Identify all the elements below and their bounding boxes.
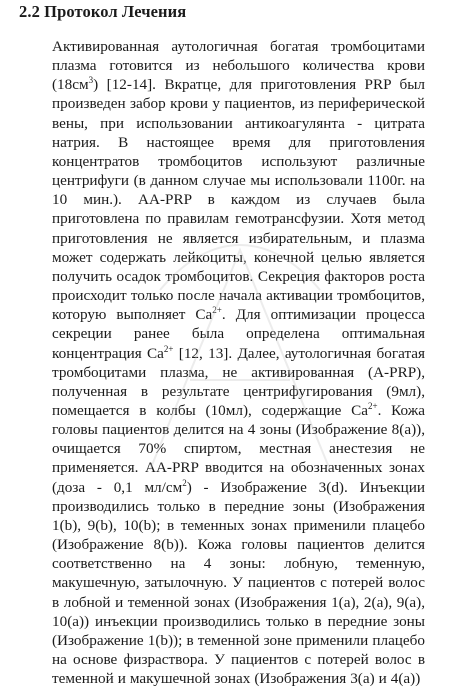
paragraph-text-segment: . Кожа головы пациентов делится на 4 зоны (Изображение 8(а)), очищается 70% спиртом, местная анестезия не применяется. AA-PRP вводится на обозначенных зонах (доза - 0,1 мл/см: [52, 401, 425, 496]
paragraph-text-segment: Активированная аутологичная богатая тромбоцитами плазма готовится из небольшого количества крови (18см: [52, 38, 425, 94]
section-heading: 2.2 Протокол Лечения: [19, 2, 187, 21]
superscript: 2: [182, 477, 187, 488]
superscript: 2+: [212, 305, 222, 316]
paragraph-text-segment: . Для оптимизации процесса секреции ранее была определена оптимальная концентрация Ca: [52, 306, 426, 362]
body-paragraph: [52, 37, 425, 688]
superscript: 2+: [368, 400, 378, 411]
paragraph-text-segment: ) [12-14]. Вкратце, для приготовления PRP был произведен забор крови у пациентов, из периферической вены, при использовании антикоагулянта - цитрата натрия. В настоящее время для приготовления концентратов тромбоцитов используют различные центрифуги (в данном случае мы использовали 1100г. на 10 мин.). AA-PRP в каждом из случаев была приготовлена по правилам гемотрансфузии. Хотя метод приготовления не является избирательным, и плазма может содержать лейкоциты, конечной целью является получить осадок тромбоцитов. Секреция факторов роста происходит только после начала активации тромбоцитов, которую выполняет Ca: [52, 76, 425, 324]
superscript: 3: [88, 75, 94, 86]
superscript: 2+: [163, 343, 174, 354]
paragraph-text-segment: [12, 13]. Далее, аутологичная богатая тромбоцитами плазма, не активированная (A-PRP), полученная в результате центрифугирования (9мл), помещается в колбы (10мл), содержащие Ca: [52, 344, 425, 419]
paragraph-text-segment: ) - Изображение 3(d). Инъекции производились только в передние зоны (Изображения 1(b), 9(b), 10(b); в теменных зонах применили плацебо (Изображение 8(b)). Кожа головы пациентов делится соответственно на 4 зоны: лобную, теменную, макушечную, затылочную. У пациентов с потерей волос в лобной и теменной зонах (Изображения 1(а), 2(а), 9(а), 10(а)) инъекции производились только в передние зоны (Изображение 1(b)); в теменной зоне применили плацебо на основе физраствора. У пациентов с потерей волос в теменной и макушечной зонах (Изображения 3(а) и 4(а)): [52, 478, 425, 688]
